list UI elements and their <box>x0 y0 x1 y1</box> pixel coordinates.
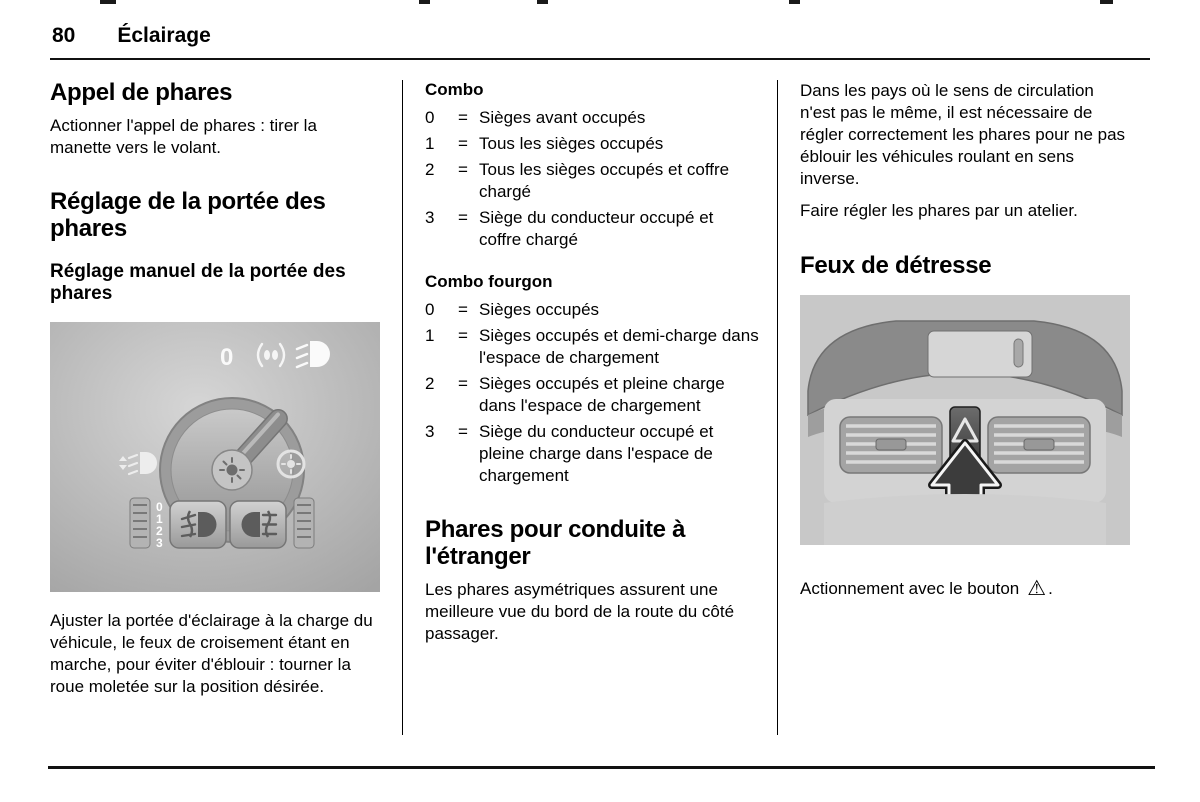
chapter-title: Éclairage <box>117 24 211 47</box>
combo-load-list <box>425 107 759 252</box>
air-vent-right <box>988 417 1090 473</box>
paragraph-actionnement <box>800 578 1132 599</box>
heading-phares-etranger: Phares pour conduite à l'étranger <box>425 516 686 571</box>
equals-sign: = <box>458 325 468 345</box>
equals-sign: = <box>458 422 468 442</box>
heading-reglage-portee: Réglage de la portée des phares <box>50 188 326 242</box>
list-key: 1 <box>425 325 435 345</box>
svg-text:3: 3 <box>156 535 163 550</box>
page-number: 80 <box>52 24 76 47</box>
headlight-switch-illustration <box>50 322 380 592</box>
list-key: 3 <box>425 422 435 442</box>
heading-combo-fourgon: Combo fourgon <box>425 271 553 291</box>
list-text: Siège du conducteur occupé et pleine charge dans l'espace de chargement <box>479 422 714 486</box>
list-text: Sièges occupés <box>479 299 600 319</box>
note-text: Actionnement avec le bouton <box>800 578 1020 598</box>
heading-combo: Combo <box>425 80 484 99</box>
column-right <box>777 80 1150 735</box>
column-left <box>50 80 402 735</box>
equals-sign: = <box>458 134 468 154</box>
list-key: 2 <box>425 373 435 393</box>
list-text: Sièges avant occupés <box>479 108 646 127</box>
hazard-warning-icon: ⚠ <box>1027 577 1047 601</box>
three-column-layout <box>50 80 1150 735</box>
equals-sign: = <box>458 208 468 228</box>
interior-light-dial-icon <box>278 451 304 477</box>
list-key: 0 <box>425 108 435 127</box>
list-text: Siège du conducteur occupé et coffre chargé <box>479 208 714 250</box>
list-text: Sièges occupés et demi-charge dans l'espace de chargement <box>479 325 759 367</box>
equals-sign: = <box>458 373 468 393</box>
list-text: Tous les sièges occupés et coffre chargé <box>479 160 730 202</box>
paragraph-atelier: Faire régler les phares par un atelier. <box>800 201 1078 221</box>
page-header <box>50 24 1150 48</box>
header-rule <box>50 58 1150 60</box>
equals-sign: = <box>458 108 468 127</box>
list-key: 2 <box>425 160 435 180</box>
hazard-button-illustration <box>800 295 1130 550</box>
front-fog-light-button <box>170 501 226 548</box>
rear-fog-light-icon <box>242 511 277 537</box>
paragraph-ajuster-portee: Ajuster la portée d'éclairage à la charge du véhicule, le feux de croisement étant en marche, pour éviter d'éblouir : tourner la roue moletée sur la position désirée. <box>50 610 373 696</box>
paragraph-phares-etranger: Les phares asymétriques assurent une meilleure vue du bord de la route du côté passager. <box>425 580 735 644</box>
thumbwheel-scale-labels <box>156 500 163 550</box>
list-key: 1 <box>425 134 435 154</box>
list-text: Tous les sièges occupés <box>479 134 664 154</box>
subheading-reglage-manuel: Réglage manuel de la portée des phares <box>50 260 346 305</box>
equals-sign: = <box>458 160 468 180</box>
leveling-thumbwheel <box>130 498 150 548</box>
display-knob <box>1014 339 1023 367</box>
list-key: 0 <box>425 299 435 319</box>
list-text: Sièges occupés et pleine charge dans l'espace de chargement <box>479 373 725 415</box>
list-key: 3 <box>425 208 435 228</box>
heading-appel-de-phares: Appel de phares <box>50 79 233 106</box>
svg-text:0: 0 <box>156 499 163 514</box>
air-vent-left <box>840 417 942 473</box>
svg-text:2: 2 <box>156 523 163 538</box>
right-thumbwheel <box>294 498 314 548</box>
combo-fourgon-load-list <box>425 299 759 488</box>
paragraph-sens-circulation: Dans les pays où le sens de circulation n'est pas le même, il est nécessaire de régler correctement les phares pour ne pas éblouir les véhicules roulant en sens inverse. <box>800 81 1126 189</box>
console-lower-panel <box>824 494 1106 545</box>
equals-sign: = <box>458 299 468 319</box>
paragraph-appel-de-phares: Actionner l'appel de phares : tirer la manette vers le volant. <box>50 115 317 157</box>
vent-handle <box>876 439 906 450</box>
note-period: . <box>1048 578 1053 598</box>
heading-feux-detresse: Feux de détresse <box>800 251 992 279</box>
switch-position-0-label: 0 <box>220 343 234 371</box>
rear-fog-light-button <box>230 501 286 548</box>
svg-text:1: 1 <box>156 511 163 526</box>
column-middle <box>402 80 777 735</box>
footer-rule <box>48 766 1155 769</box>
vent-handle <box>1024 439 1054 450</box>
